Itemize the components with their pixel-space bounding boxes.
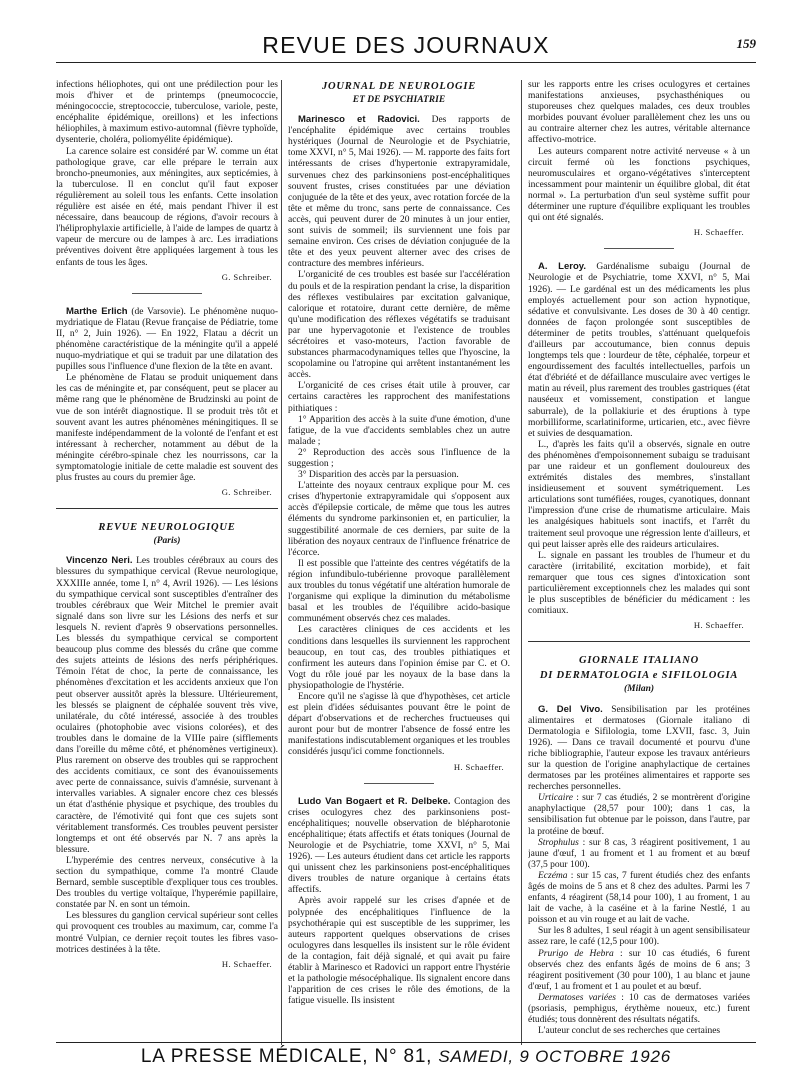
column-2 bbox=[288, 80, 510, 1040]
paragraph: sur les rapports entre les crises oculogyres et certaines manifestations anxieuses, psychasthéniques ou stuporeuses chez quelques malades, ces deux troubles morbides pouvant évoluer parallèlement chez les uns ou au contraire alterner chez les autres, véritable alternance affectivo-motrice. bbox=[528, 80, 750, 146]
signature: H. Schaeffer. bbox=[221, 958, 272, 969]
paragraph: L'atteinte des noyaux centraux explique pour M. ces crises d'hypertonie extrapyramidale qui s'opposent aux accès d'épilepsie corticale, de même que tous les autres éléments du syndrome parkinsonien et, en particulier, la suggestibilité anormale de ces derniers, par suite de la libération des noyaux centraux de l'influence frénatrice de l'écorce. bbox=[288, 481, 510, 558]
running-title: REVUE DES JOURNAUX bbox=[262, 32, 550, 58]
signature: H. Schaeffer. bbox=[453, 761, 504, 772]
paragraph: L'organicité de ces troubles est basée sur l'accélération du pouls et de la respiration pendant la crise, la disparition des réflexes vestibulaires par excitation galvanique, calorique et rotatoire, durant cette dernière, de même qu'une modification des réflexes végétatifs se traduisant par une hypervagotonie et l'existence de troubles sécrétoires et vaso-moteurs, l'action favorable de substances pharmacodynamiques telles que l'hyoscine, la scopolamine ou l'atropine qui arrêtent instantanément les accès. bbox=[288, 270, 510, 381]
author-name: A. Leroy. bbox=[538, 261, 586, 273]
paragraph bbox=[528, 793, 750, 837]
column-3 bbox=[528, 80, 750, 1040]
paragraph: L. signale en passant les troubles de l'humeur et du caractère (irritabilité, excitation morbide), et fait remarquer que tous ces signes d'intoxication sont particulièrement exceptionnels chez les malades qui sont le plus susceptibles de bénéficier du médicament : les comitiaux. bbox=[528, 550, 750, 617]
footer-journal: LA PRESSE MÉDICALE, N° 81, bbox=[140, 1046, 433, 1067]
section-title-line2: DI DERMATOLOGIA e SIFILOLOGIA bbox=[539, 670, 739, 682]
signature: G. Schreiber. bbox=[221, 271, 272, 282]
paragraph: Le phénomène de Flatau se produit uniquement dans les cas de méningite et, par conséquent, peut se placer au même rang que le phénomène de Brudzinski au point de vue de son intérêt diagnostique. Il se produit très tôt et souvent avant les autres phénomènes méningitiques. Il se manifeste indépendamment de la volonté de l'enfant et est intéressant à rechercher, notamment au début de la méningite cérébro-spinale chez les nourrissons, car la symptomatologie initiale de cette maladie est souvent des plus frustes au cours du premier âge. bbox=[56, 373, 278, 484]
paragraph: Après avoir rappelé sur les crises d'apnée et de polypnée des encéphalitiques l'influence de la psychothérapie qui est susceptible de les supprimer, les auteurs rapportent quelques observations de crises oculogyres dans lesquelles ils insistent sur le rôle évident de la contagion, fait déjà signalé, et qui avait pu faire établir à Marinesco et Radovici un rapport entre l'hystérie et la pathologie mésocéphalique. Ils signalent encore dans l'apparition de ces crises le rôle des émotions, de la fatigue visuelle. Ils insistent bbox=[288, 896, 510, 1007]
separator bbox=[364, 783, 434, 784]
section-city: (Milan) bbox=[623, 684, 655, 695]
paragraph: Les caractères cliniques de ces accidents et les conditions dans lesquelles ils surviennent les rapprochent beaucoup, en tout cas, des troubles pithiatiques et confirment les auteurs dans l'opinion émise par C. et O. Vogt du rôle joué par les noyaux de la base dans la physiopathologie de l'hystérie. bbox=[288, 625, 510, 691]
section-title: GIORNALE ITALIANO bbox=[578, 655, 700, 667]
paragraph: Les blessures du ganglion cervical supérieur sont celles qui provoquent ces troubles au maximum, car, comme l'a montré Vulpian, ce dernier reçoit toutes les fibres vaso-motrices destinées à la tête. bbox=[56, 911, 278, 955]
author-name: Marinesco et Radovici. bbox=[298, 114, 420, 126]
column-divider bbox=[521, 80, 522, 1045]
paragraph: L'hyperémie des centres nerveux, consécutive à la section du sympathique, comme l'a montré Claude Bernard, semble susceptible d'expliquer tous ces troubles. Des troubles du vertige voltaïque, l'hyperémie papillaire, constatée par N. en sont un témoin. bbox=[56, 855, 278, 911]
paragraph-text: : sur 15 cas, 7 furent étudiés chez des enfants âgés de moins de 5 ans et 8 chez des adultes. Parmi les 7 enfants, 4 réagirent (58,14 pour 100), 1 au froment, 1 au lait de vache, à la caséine et à la farine Nestlé, 1 au poisson et au vin rouge et au lait de vache. bbox=[528, 870, 750, 926]
abstract-title: Les troubles cérébraux au cours des blessures du sympathique cervical (Revue neurologique, XXXIIIe année, tome I, n° 4, Avril 1926). — Les lésions du sympathique cervical sont susceptibles d'entraîner des troubles cérébraux que Weir Mitchel le premier avait signalé dans son livre sur les Lésions des nerfs et sur lesquels N. revient d'après 9 observations personnelles. Les blessés du sympathique cervical se comportent beaucoup plus comme des blessés du crâne que comme des sujets atteints de lésions des nerfs périphériques. Témoin l'état de choc, la perte de connaissance, les phénomènes d'excitation et les accidents anxieux que l'on peut observer aussitôt après la blessure. Ultérieurement, les blessés se plaignent de céphalée souvent très vive, unilatérale, du côté intéressé, associée à des troubles oculaires (photophobie avec visions colorées), et des troubles dans le domaine de la VIIIe paire (sifflements dans l'oreille du même côté, et phénomènes vertigineux). Plus rarement on observe des troubles qui se rapprochent des accidents comitiaux, ce sont des évanouissements avec perte de connaissance, suivis d'amnésie, survenant à intervalles variables. A signaler encore chez ces blessés un état d'asthénie physique et psychique, des troubles du caractère, de l'émotivité qui font que ces sujets sont véritablement transformés. Ces troubles peuvent persister longtemps et ont été observés par N. 7 ans après la blessure. bbox=[56, 556, 278, 855]
abstract-title: Gardénalisme subaigu (Journal de Neurologie et de Psychiatrie, tome XXVI, n° 5, Mai 1926). — Le gardénal est un des médicaments les plus employés actuellement pour son action hypnotique, sédative et convulsivante. Les doses de 30 à 40 centigr. données de façon prolongée sont susceptibles de déterminer de petits troubles, s'atténuant quelquefois d'ailleurs par accoutumance, bien connus depuis longtemps tels que : lourdeur de tête, céphalée, torpeur et engourdissement des facultés intellectuelles, parfois un état d'ébriété et de défaillance musculaire avec vertiges le matin au réveil, plus rarement des troubles gastriques (état nauséeux et vomissement, constipation et langue saburrale), de la pollakiurie et des éruptions à type morbilliforme, scarlatiniforme, urticarien, etc., avec fièvre et suivies de desquamation. bbox=[528, 262, 750, 439]
author-name: G. Del Vivo. bbox=[538, 703, 603, 715]
paragraph-label: Prurigo de Hebra bbox=[538, 948, 614, 959]
signature: H. Schaeffer. bbox=[693, 620, 744, 631]
footer-rule bbox=[56, 1042, 756, 1043]
paragraph bbox=[528, 871, 750, 926]
paragraph-label: Dermatoses variées bbox=[538, 992, 617, 1003]
abstract-heading bbox=[288, 114, 510, 270]
abstract-heading bbox=[528, 261, 750, 440]
abstract-heading bbox=[56, 306, 278, 374]
paragraph: L., d'après les faits qu'il a observés, signale en outre des phénomènes d'empoisonnement subaigu se traduisant par une raideur et un gonflement douloureux des extrémités distales des membres, s'installant insidieusement et souvent symétriquement. Les articulations sont tuméfiées, rouges, cyanotiques, donnant l'impression d'une crise de rhumatisme articulaire. Mais les analgésiques habituels sont inactifs, et l'arrêt du traitement seul provoque une régression lente d'ailleurs, et qui peut laisser après elle des raideurs articulaires. bbox=[528, 439, 750, 550]
abstract-heading bbox=[528, 704, 750, 794]
section-city: (Paris) bbox=[153, 536, 181, 547]
signature: H. Schaeffer. bbox=[693, 227, 744, 238]
page-header bbox=[56, 32, 756, 60]
abstract-title: Sensibilisation par les protéines alimentaires et dermatoses (Giornale italiano di Dermatologia e Sifilologia, tome LXVII, fasc. 3, Juin 1926). — Dans ce travail documenté et pourvu d'une riche bibliographie, l'auteur expose les travaux antérieurs sur la question de l'origine anaphylactique de certaines dermatoses par les protéines alimentaires et rapporte ses recherches personnelles. bbox=[528, 704, 750, 793]
abstract-heading bbox=[56, 555, 278, 856]
paragraph: Encore qu'il ne s'agisse là que d'hypothèses, cet article est plein d'idées séduisantes pouvant être le point de départ d'observations et de recherches fructueuses qui auront pour but de montrer l'absence de fossé entre les manifestations indiscutablement organiques et les troubles considérés jusqu'ici comme fonctionnels. bbox=[288, 691, 510, 758]
list-item: 1° Apparition des accès à la suite d'une émotion, d'une fatigue, de la vue d'accidents semblables chez un autre malade ; bbox=[288, 414, 510, 447]
abstract-title: Contagion des crises oculogyres chez des parkinsoniens post-encéphalitiques; nouvelle observation de blépharotonie encéphalitique; états affectifs et états toniques (Journal de Neurologie et de Psychiatrie, tome XXVI, n° 5, Mai 1926). — Les auteurs étudient dans cet article les rapports qui unissent chez les parkinsoniens post-encéphalitiques divers troubles de nature organique à certains états affectifs. bbox=[288, 796, 510, 896]
abstract-title: (de Varsovie). Le phénomène nuquo-mydriatique de Flatau (Revue française de Pédiatrie, tome II, n° 2, Juin 1926). — En 1922, Flatau a décrit un phénomène caractéristique de la méningite qu'il a appelé nuquo-mydriatique et qui se traduit par une dilatation des pupilles sous l'influence d'une flexion de la tête en avant. bbox=[56, 306, 278, 373]
column-1 bbox=[56, 80, 278, 1040]
footer-date: SAMEDI, 9 OCTOBRE 1926 bbox=[438, 1047, 672, 1066]
page-number: 159 bbox=[736, 36, 756, 51]
list-item: 3° Disparition des accès par la persuasion. bbox=[298, 470, 459, 481]
paragraph: L'auteur conclut de ses recherches que certaines bbox=[538, 1026, 721, 1037]
paragraph-text: : sur 10 cas étudiés, 6 furent observés chez des enfants âgés de moins de 6 ans; 3 réagirent positivement (30 pour 100), 1 au blanc et jaune d'œuf, 1 au froment et 1 au poulet et au bœuf. bbox=[528, 948, 750, 992]
section-title: REVUE NEUROLOGIQUE bbox=[98, 522, 236, 534]
paragraph: L'organicité de ces crises était utile à prouver, car certains caractères les rapprochent des manifestations pithiatiques : bbox=[288, 381, 510, 414]
abstract-heading bbox=[288, 796, 510, 897]
paragraph-label: Strophulus bbox=[538, 837, 579, 848]
paragraph bbox=[528, 949, 750, 993]
column-divider bbox=[281, 80, 282, 1045]
header-rule bbox=[56, 62, 756, 63]
paragraph-text: : sur 7 cas étudiés, 2 se montrèrent d'origine anaphylactique (28,57 pour 100); dans 1 cas, la sensibilisation fut obtenue par le poisson, dans l'autre, par la protéine de bœuf. bbox=[528, 793, 750, 837]
abstract-title: Des rapports de l'encéphalite épidémique avec certains troubles hystériques (Journal de Neurologie et de Psychiatrie, tome XXVI, n° 5, Mai 1926). — M. rapporte des faits fort intéressants de crises d'hypertonie extrapyramidale, survenues chez des parkinsoniens post-encéphalitiques souvent frustes, crises constituées par une déviation conjuguée de la tête et des yeux, avec rotation forcée de la tête et même du tronc, sans perte de connaissance. Ces accès, qui peuvent durer de 20 minutes à un jour entier, sont suivis de sommeil; ils surviennent une fois par semaine environ. Ces crises de déviation conjuguée de la tête et des yeux peuvent alterner avec des crises de contracture des membres inférieurs. bbox=[288, 115, 510, 270]
paragraph: infections héliophotes, qui ont une prédilection pour les mois d'hiver et de printemps (pneumococcie, méningococcie, streptococcie, tuberculose, variole, peste, encéphalite épidémique, oreillons) et les infections héliophiles, à maximum estivo-automnal (fièvre typhoïde, dysenterie, choléra, poliomyélite épidémique). bbox=[56, 80, 278, 146]
page-footer bbox=[56, 1046, 756, 1068]
separator bbox=[604, 248, 674, 249]
author-name: Ludo Van Bogaert et R. Delbeke. bbox=[298, 795, 451, 807]
paragraph bbox=[528, 993, 750, 1026]
section-rule bbox=[528, 641, 750, 642]
list-item: 2° Reproduction des accès sous l'influence de la suggestion ; bbox=[288, 447, 510, 469]
paragraph: Les auteurs comparent notre activité nerveuse « à un circuit fermé où les fonctions psychiques, neuromusculaires et organo-végétatives s'interceptent incessamment pour maintenir un équilibre global, dit état normal ». La perturbation d'un seul système suffit pour déterminer une rupture d'équilibre expliquant les troubles qui ont été signalés. bbox=[528, 146, 750, 224]
section-rule bbox=[56, 508, 278, 509]
separator bbox=[132, 293, 202, 294]
signature: G. Schreiber. bbox=[221, 487, 272, 498]
author-name: Vincenzo Neri. bbox=[66, 555, 133, 567]
section-title-line2: ET DE PSYCHIATRIE bbox=[352, 95, 446, 105]
paragraph: Sur les 8 adultes, 1 seul réagit à un agent sensibilisateur assez rare, le café (12,5 pour 100). bbox=[528, 926, 750, 948]
paragraph: La carence solaire est considéré par W. comme un état pathologique grave, car elle prépare le terrain aux broncho-pneumonies, aux méningites, aux septicémies, à la tuberculose. Il en conclut qu'il faut exposer régulièrement au soleil tous les enfants. Cette insolation régulière est aisée en été, mais pendant l'hiver il est nécessaire, dans beaucoup de régions, d'avoir recours à l'héliprophylaxie artificielle, à l'aide de lampes de quartz à vapeur de mercure ou de lampes à arc. Les irradiations préventives doivent être appliquées largement à tous les enfants de tous les âges. bbox=[56, 146, 278, 268]
author-name: Marthe Erlich bbox=[66, 305, 128, 317]
section-title: JOURNAL DE NEUROLOGIE bbox=[321, 81, 477, 92]
paragraph-label: Eczéma bbox=[538, 870, 568, 881]
paragraph bbox=[528, 838, 750, 871]
paragraph: Il est possible que l'atteinte des centres végétatifs de la région infundibulo-tubérienne provoque parallèlement aux troubles du tonus végétatif une altération humorale de l'organisme qui explique la diminution du métabolisme basal et les troubles de l'équilibre acido-basique communément observés chez ces malades. bbox=[288, 558, 510, 625]
paragraph-text: : sur 8 cas, 3 réagirent positivement, 1 au jaune d'œuf, 1 au froment et 1 au froment et au bœuf (37,5 pour 100). bbox=[528, 837, 750, 870]
paragraph-label: Urticaire bbox=[538, 793, 574, 804]
paragraph-text: : 10 cas de dermatoses variées (psoriasis, pemphigus, érythème noueux, etc.) furent étudiés; tous donnèrent des résultats négatifs. bbox=[528, 992, 750, 1026]
